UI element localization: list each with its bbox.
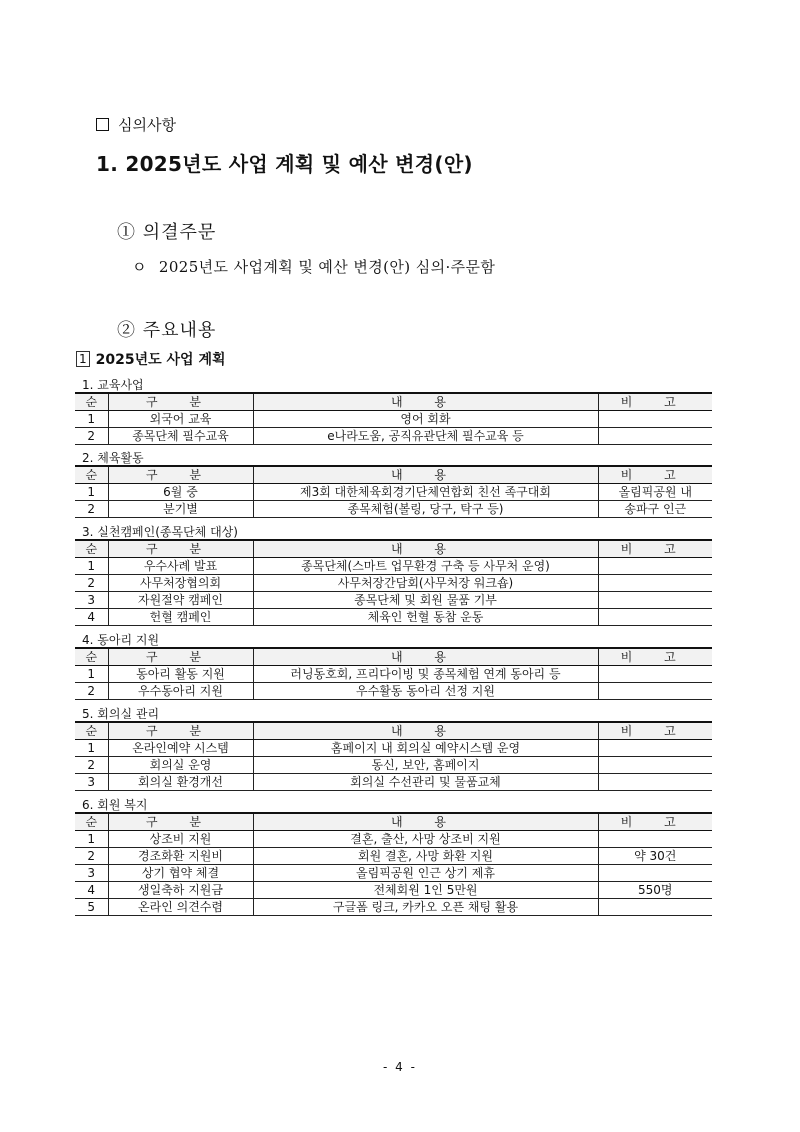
cell-note — [598, 865, 712, 882]
table-row — [75, 575, 712, 592]
resolution-heading: ① 의결주문 — [117, 222, 217, 243]
section-header-label: 심의사항 — [118, 116, 176, 134]
column-header-category: 구 분 — [108, 722, 253, 740]
page-number: - 4 - — [383, 1060, 417, 1074]
cell-no: 1 — [75, 484, 108, 501]
cell-note — [598, 428, 712, 445]
group-table — [75, 812, 712, 916]
cell-category: 사무처장협의회 — [108, 575, 253, 592]
column-header-category: 구 분 — [108, 540, 253, 558]
cell-content: 전체회원 1인 5만원 — [253, 882, 598, 899]
table-row — [75, 558, 712, 575]
column-header-no: 순 — [75, 393, 108, 411]
cell-category: 상기 협약 체결 — [108, 865, 253, 882]
column-header-no: 순 — [75, 540, 108, 558]
cell-category: 분기별 — [108, 501, 253, 518]
cell-content: 러닝동호회, 프리다이빙 및 종목체험 연계 동아리 등 — [253, 666, 598, 683]
cell-no: 3 — [75, 592, 108, 609]
cell-no: 2 — [75, 757, 108, 774]
cell-no: 1 — [75, 558, 108, 575]
checkbox-square-icon — [96, 118, 109, 131]
column-header-note: 비 고 — [598, 813, 712, 831]
column-header-content: 내 용 — [253, 648, 598, 666]
column-header-category: 구 분 — [108, 648, 253, 666]
cell-no: 3 — [75, 865, 108, 882]
group-title: 4. 동아리 지원 — [82, 633, 160, 647]
cell-category: 회의실 운영 — [108, 757, 253, 774]
table-row — [75, 740, 712, 757]
group-table — [75, 465, 712, 518]
cell-no: 4 — [75, 882, 108, 899]
cell-category: 회의실 환경개선 — [108, 774, 253, 791]
cell-note — [598, 609, 712, 626]
table-header-row — [75, 466, 712, 484]
cell-content: 사무처장간담회(사무처장 워크숍) — [253, 575, 598, 592]
table-header-row — [75, 813, 712, 831]
cell-note — [598, 757, 712, 774]
table-header-row — [75, 648, 712, 666]
main-title: 1. 2025년도 사업 계획 및 예산 변경(안) — [96, 152, 473, 176]
column-header-content: 내 용 — [253, 722, 598, 740]
cell-note: 550명 — [598, 882, 712, 899]
cell-no: 2 — [75, 428, 108, 445]
cell-no: 4 — [75, 609, 108, 626]
resolution-text: 2025년도 사업계획 및 예산 변경(안) 심의·주문함 — [158, 258, 496, 276]
table-row — [75, 428, 712, 445]
cell-note: 올림픽공원 내 — [598, 484, 712, 501]
cell-note — [598, 899, 712, 916]
table-row — [75, 865, 712, 882]
column-header-category: 구 분 — [108, 813, 253, 831]
cell-note — [598, 411, 712, 428]
plan-heading — [76, 349, 226, 369]
cell-category: 6월 중 — [108, 484, 253, 501]
cell-content: e나라도움, 공직유관단체 필수교육 등 — [253, 428, 598, 445]
cell-category: 생일축하 지원금 — [108, 882, 253, 899]
table-row — [75, 666, 712, 683]
table-row — [75, 848, 712, 865]
column-header-content: 내 용 — [253, 466, 598, 484]
cell-note — [598, 575, 712, 592]
table-row — [75, 757, 712, 774]
cell-content: 종목단체(스마트 업무환경 구축 등 사무처 운영) — [253, 558, 598, 575]
cell-category: 동아리 활동 지원 — [108, 666, 253, 683]
column-header-category: 구 분 — [108, 466, 253, 484]
table-row — [75, 609, 712, 626]
cell-note: 송파구 인근 — [598, 501, 712, 518]
cell-content: 종목단체 및 회원 물품 기부 — [253, 592, 598, 609]
cell-content: 영어 회화 — [253, 411, 598, 428]
group-table — [75, 721, 712, 791]
group-title: 1. 교육사업 — [82, 378, 144, 392]
cell-category: 외국어 교육 — [108, 411, 253, 428]
cell-category: 온라인 의견수렴 — [108, 899, 253, 916]
cell-note — [598, 558, 712, 575]
column-header-note: 비 고 — [598, 540, 712, 558]
cell-note — [598, 666, 712, 683]
cell-category: 상조비 지원 — [108, 831, 253, 848]
cell-note — [598, 592, 712, 609]
cell-content: 우수활동 동아리 선정 지원 — [253, 683, 598, 700]
cell-category: 자원절약 캠페인 — [108, 592, 253, 609]
group-table — [75, 539, 712, 626]
table-header-row — [75, 393, 712, 411]
table-row — [75, 592, 712, 609]
cell-content: 동신, 보안, 홈페이지 — [253, 757, 598, 774]
cell-no: 2 — [75, 848, 108, 865]
plan-number-badge: 1 — [76, 351, 90, 367]
column-header-note: 비 고 — [598, 722, 712, 740]
table-row — [75, 683, 712, 700]
cell-content: 회의실 수선관리 및 물품교체 — [253, 774, 598, 791]
cell-content: 종목체험(볼링, 당구, 탁구 등) — [253, 501, 598, 518]
column-header-no: 순 — [75, 722, 108, 740]
cell-content: 체육인 헌혈 동참 운동 — [253, 609, 598, 626]
table-row — [75, 501, 712, 518]
cell-category: 종목단체 필수교육 — [108, 428, 253, 445]
table-row — [75, 774, 712, 791]
group-table — [75, 647, 712, 700]
cell-category: 온라인예약 시스템 — [108, 740, 253, 757]
cell-no: 2 — [75, 683, 108, 700]
column-header-content: 내 용 — [253, 393, 598, 411]
cell-note — [598, 831, 712, 848]
cell-no: 2 — [75, 501, 108, 518]
cell-no: 1 — [75, 740, 108, 757]
table-header-row — [75, 722, 712, 740]
table-row — [75, 899, 712, 916]
table-row — [75, 831, 712, 848]
cell-no: 2 — [75, 575, 108, 592]
cell-no: 1 — [75, 831, 108, 848]
group-title: 6. 회원 복지 — [82, 798, 148, 812]
contents-heading: ② 주요내용 — [117, 320, 217, 341]
cell-no: 5 — [75, 899, 108, 916]
group-title: 2. 체육활동 — [82, 451, 144, 465]
group-title: 5. 회의실 관리 — [82, 707, 160, 721]
column-header-note: 비 고 — [598, 648, 712, 666]
column-header-no: 순 — [75, 813, 108, 831]
cell-content: 홈페이지 내 회의실 예약시스템 운영 — [253, 740, 598, 757]
cell-content: 회원 결혼, 사망 화환 지원 — [253, 848, 598, 865]
cell-category: 우수사례 발표 — [108, 558, 253, 575]
table-row — [75, 484, 712, 501]
column-header-no: 순 — [75, 648, 108, 666]
cell-no: 1 — [75, 666, 108, 683]
bullet-icon: ㅇ — [132, 258, 147, 276]
group-table — [75, 392, 712, 445]
table-row — [75, 882, 712, 899]
cell-note — [598, 774, 712, 791]
column-header-content: 내 용 — [253, 540, 598, 558]
cell-category: 헌혈 캠페인 — [108, 609, 253, 626]
plan-title: 2025년도 사업 계획 — [95, 352, 226, 368]
cell-category: 우수동아리 지원 — [108, 683, 253, 700]
column-header-content: 내 용 — [253, 813, 598, 831]
resolution-line — [132, 256, 495, 277]
column-header-category: 구 분 — [108, 393, 253, 411]
section-header — [96, 114, 176, 135]
cell-content: 결혼, 출산, 사망 상조비 지원 — [253, 831, 598, 848]
table-row — [75, 411, 712, 428]
cell-no: 1 — [75, 411, 108, 428]
column-header-note: 비 고 — [598, 393, 712, 411]
group-title: 3. 실천캠페인(종목단체 대상) — [82, 525, 238, 539]
cell-content: 제3회 대한체육회경기단체연합회 친선 족구대회 — [253, 484, 598, 501]
cell-no: 3 — [75, 774, 108, 791]
cell-note: 약 30건 — [598, 848, 712, 865]
cell-content: 구글폼 링크, 카카오 오픈 채팅 활용 — [253, 899, 598, 916]
cell-category: 경조화환 지원비 — [108, 848, 253, 865]
cell-note — [598, 740, 712, 757]
table-header-row — [75, 540, 712, 558]
cell-note — [598, 683, 712, 700]
column-header-no: 순 — [75, 466, 108, 484]
column-header-note: 비 고 — [598, 466, 712, 484]
cell-content: 올림픽공원 인근 상기 제휴 — [253, 865, 598, 882]
